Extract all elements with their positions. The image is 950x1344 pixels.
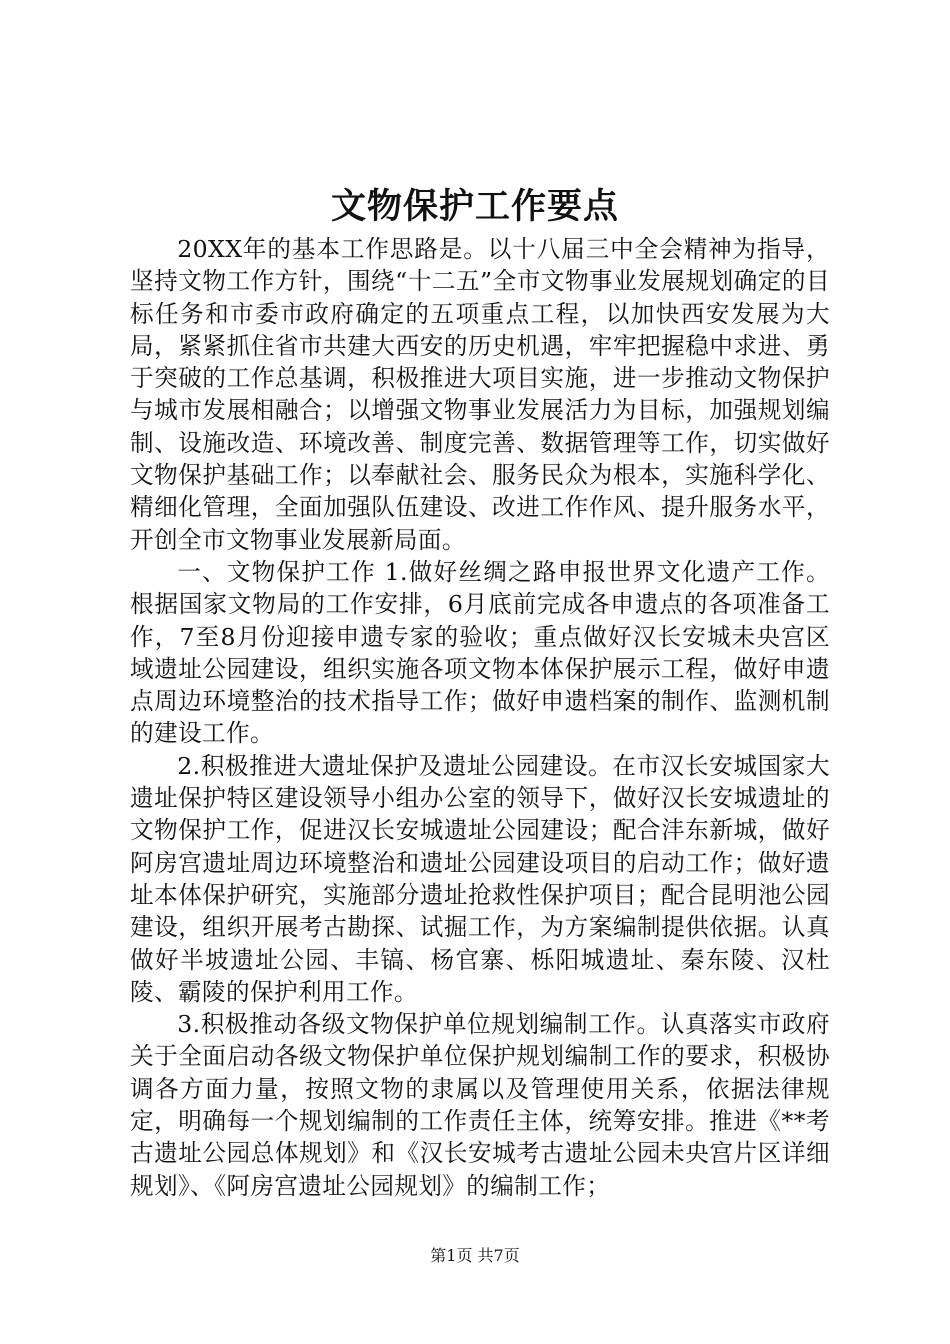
paragraph-great-sites: 2.积极推进大遗址保护及遗址公园建设。在市汉长安城国家大遗址保护特区建设领导小组办公室的领导下，做好汉长安城遗址的文物保护工作，促进汉长安城遗址公园建设；配合沣东新城，做好阿房宫遗址周边环境整治和遗址公园建设项目的启动工作；做好遗址本体保护研究，实施部分遗址抢救性保护项目；配合昆明池公园建设，组织开展考古勘探、试掘工作，为方案编制提供依据。认真做好半坡遗址公园、丰镐、杨官寨、栎阳城遗址、秦东陵、汉杜陵、霸陵的保护利用工作。 xyxy=(130,751,830,1006)
paragraph-work-plan: 20XX年的基本工作思路是。以十八届三中全会精神为指导，坚持文物工作方针，围绕“十二五”全市文物事业发展规划确定的目标任务和市委市政府确定的五项重点工程，以加快西安发展为大局，紧紧抓住省市共建大西安的历史机遇，牢牢把握稳中求进、勇于突破的工作总基调，积极推进大项目实施，进一步推动文物保护与城市发展相融合；以增强文物事业发展活力为目标，加强规划编制、设施改造、环境改善、制度完善、数据管理等工作，切实做好文物保护基础工作；以奉献社会、服务民众为根本，实施科学化、精细化管理，全面加强队伍建设、改进工作作风、提升服务水平，开创全市文物事业发展新局面。 xyxy=(130,235,830,554)
page-footer: 第1页 共7页 xyxy=(430,1246,520,1265)
document-title: 文物保护工作要点 xyxy=(330,186,619,227)
paragraph-planning: 3.积极推动各级文物保护单位规划编制工作。认真落实市政府关于全面启动各级文物保护单位保护规划编制工作的要求，积极协调各方面力量，按照文物的隶属以及管理使用关系，依据法律规定，明确每一个规划编制的工作责任主体，统筹安排。推进《**考古遗址公园总体规划》和《汉长安城考古遗址公园未央宫片区详细规划》、《阿房宫遗址公园规划》的编制工作； xyxy=(130,1010,830,1200)
paragraph-silk-road: 一、文物保护工作 1.做好丝绸之路申报世界文化遗产工作。根据国家文物局的工作安排，6月底前完成各申遗点的各项准备工作，7至8月份迎接申遗专家的验收；重点做好汉长安城未央宫区域遗址公园建设，组织实施各项文物本体保护展示工程，做好申遗点周边环境整治的技术指导工作；做好申遗档案的制作、监测机制的建设工作。 xyxy=(130,557,830,748)
document-body xyxy=(130,233,830,1202)
